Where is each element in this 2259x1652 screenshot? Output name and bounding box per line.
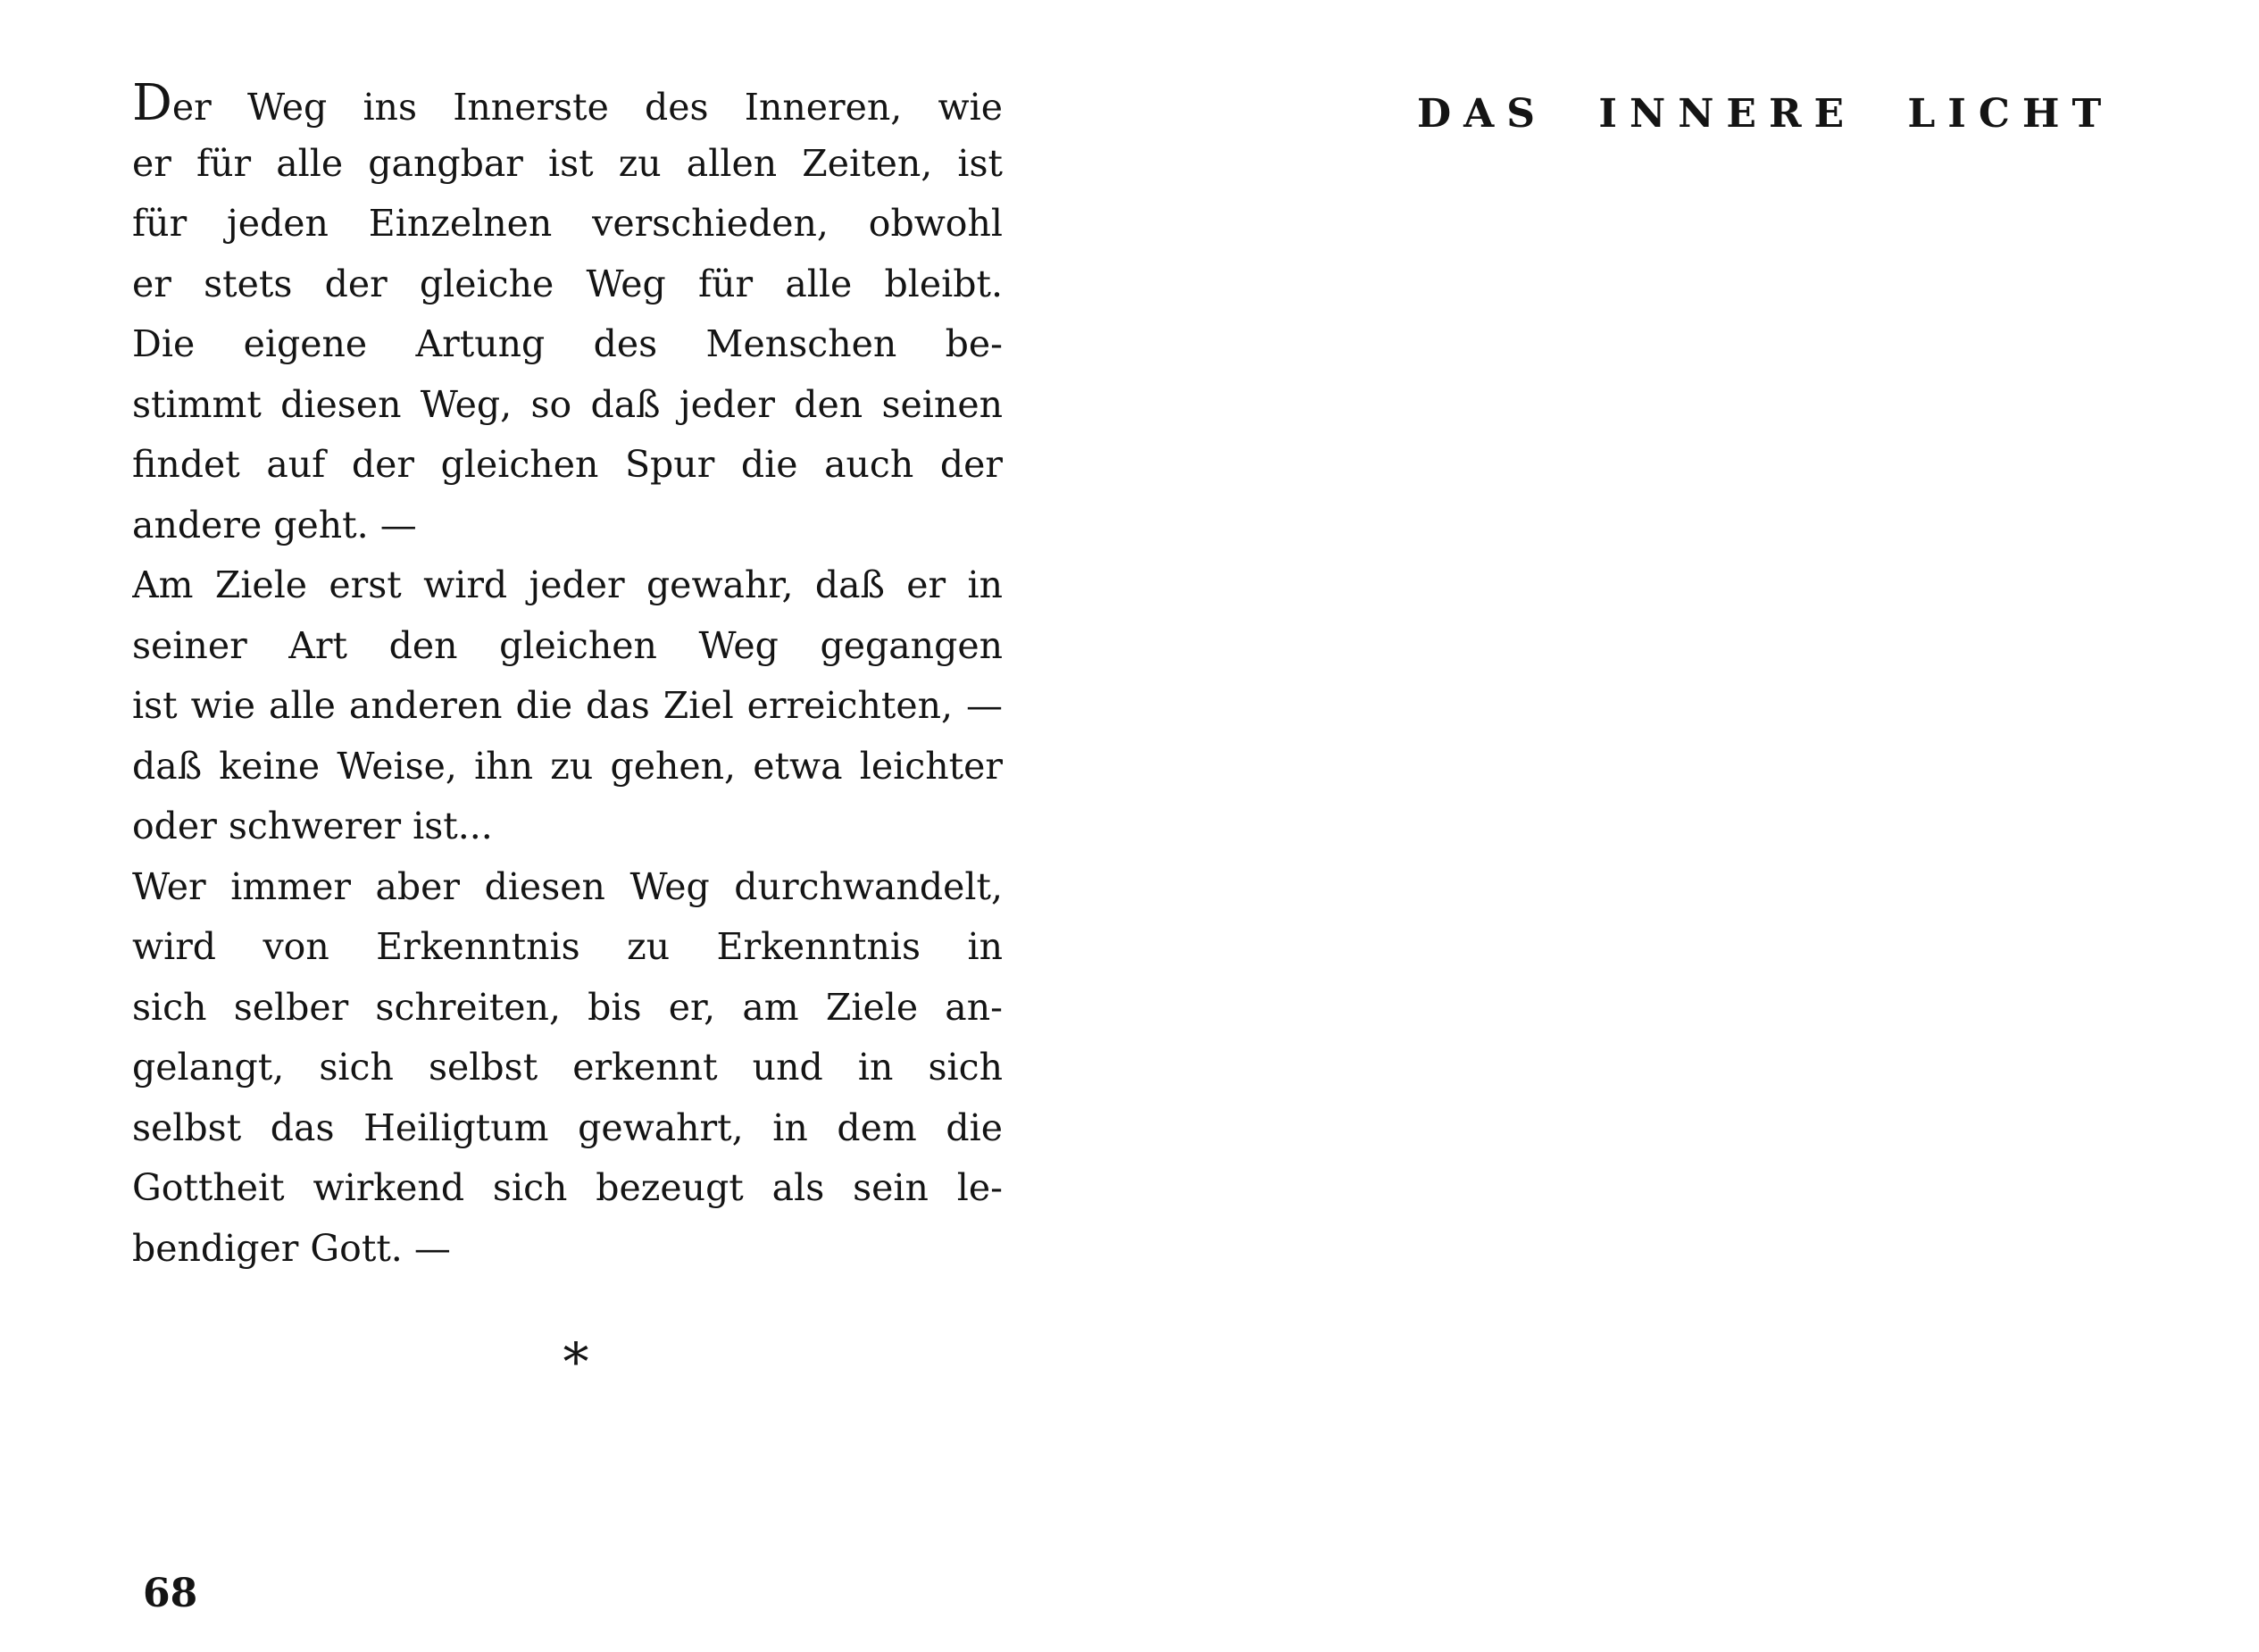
- text-line: selbst das Heiligtum gewahrt, in dem die: [132, 1106, 1003, 1149]
- text-line: sich selber schreiten, bis er, am Ziele an-: [132, 985, 1003, 1029]
- text-line: Die eigene Artung des Menschen be-: [132, 322, 1003, 365]
- text-line: stimmt diesen Weg, so daß jeder den seinen: [132, 382, 1003, 426]
- body-text: [132, 73, 1003, 1279]
- text-line: er stets der gleiche Weg für alle bleibt.: [132, 262, 1003, 305]
- text-line: oder schwerer ist...: [132, 805, 493, 847]
- text-line: er für alle gangbar ist zu allen Zeiten, ist: [132, 141, 1003, 185]
- text-line: gelangt, sich selbst erkennt und in sich: [132, 1046, 1003, 1089]
- running-head: DAS INNERE LICHT: [1417, 91, 2114, 137]
- text-line: seiner Art den gleichen Weg gegangen: [132, 623, 1003, 667]
- section-separator: *: [563, 1331, 589, 1392]
- page-number: 68: [143, 1571, 198, 1616]
- text-line: Gottheit wirkend sich bezeugt als sein le-: [132, 1166, 1003, 1209]
- text-line: wird von Erkenntnis zu Erkenntnis in: [132, 925, 1003, 968]
- text-line: Der Weg ins Innerste des Inneren, wie: [132, 74, 1003, 132]
- text-line: ist wie alle anderen die das Ziel erreichten, —: [132, 684, 1003, 727]
- text-line: für jeden Einzelnen verschieden, obwohl: [132, 202, 1003, 245]
- text-line: findet auf der gleichen Spur die auch der: [132, 443, 1003, 486]
- text-line: Am Ziele erst wird jeder gewahr, daß er in: [132, 563, 1003, 606]
- text-line: Wer immer aber diesen Weg durchwandelt,: [132, 864, 1003, 908]
- text-line: andere geht. —: [132, 503, 417, 546]
- text-line: daß keine Weise, ihn zu gehen, etwa leichter: [132, 744, 1003, 788]
- text-line: bendiger Gott. —: [132, 1226, 451, 1270]
- right-page: [1130, 0, 2259, 1652]
